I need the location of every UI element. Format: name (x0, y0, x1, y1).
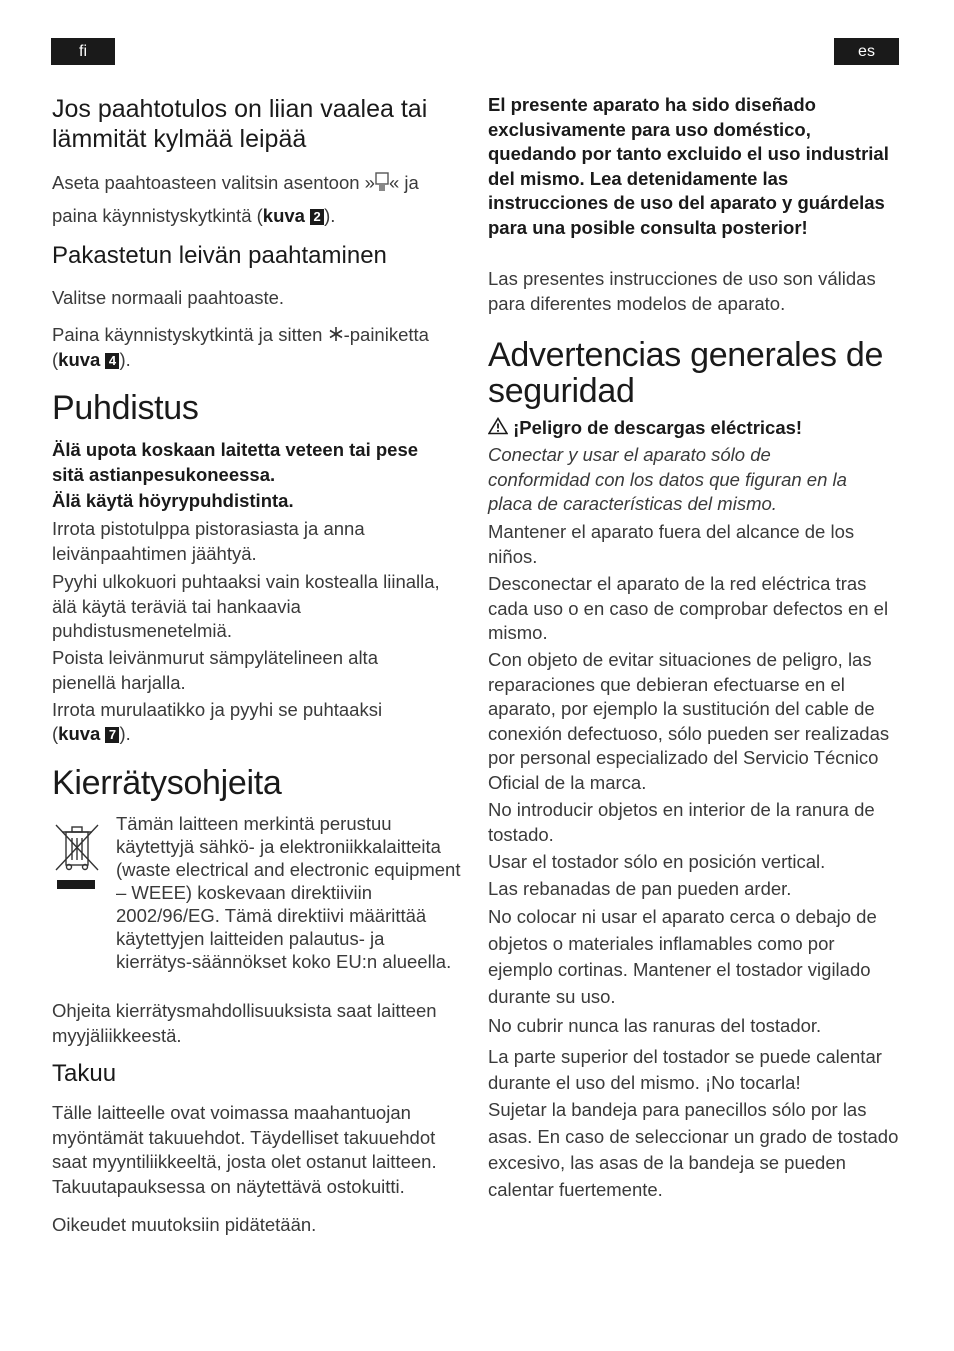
safety-text-3: Con objeto de evitar situaciones de peligro, las reparaciones que debieran efectuarse en el aparato, por ejemplo la sustitución del cable de conexión defectuoso, sólo pueden ser realizadas por personal especializado del Servicio Técnico Oficial de la marca. (488, 649, 890, 793)
figure-number: 2 (310, 209, 324, 225)
safety-text-6: Las rebanadas de pan pueden arder. (488, 878, 792, 899)
rights-reserved: Oikeudet muutoksiin pidätetään. (52, 1214, 317, 1235)
recycling-heading: Kierrätysohjeita (52, 764, 282, 802)
language-tab-fi: fi (51, 38, 115, 65)
figure-number: 4 (105, 353, 119, 369)
safety-text-8: No cubrir nunca las ranuras del tostador. (488, 1015, 822, 1036)
warranty-text: Tälle laitteelle ovat voimassa maahantuojan myöntämät takuuehdot. Täydelliset takuuehdot saat myyntiliikkeeltä, josta olet ostanut laitteen. Takuutapauksessa on näytettävä ostokuitti. (52, 1102, 437, 1197)
language-tab-es: es (834, 38, 899, 65)
warranty-heading: Takuu (52, 1060, 117, 1087)
frozen-bread-heading: Pakastetun leivän paahtaminen (52, 242, 387, 269)
cleaning-warning-2: Älä käytä höyrypuhdistinta. (52, 490, 294, 511)
safety-text-5: Usar el tostador sólo en posición vertical. (488, 851, 826, 872)
warning-triangle-icon (488, 417, 508, 442)
intro-bold: El presente aparato ha sido diseñado exclusivamente para uso doméstico, quedando por tanto excluido el uso industrial del mismo. Lea detenidamente las instrucciones de uso del aparato y guárdelas para una posible consulta posterior! (488, 94, 889, 238)
frozen-text-2: Paina käynnistyskytkintä ja sitten -painiketta (52, 323, 464, 348)
cleaning-text-1: Irrota pistotulppa pistorasiasta ja anna leivänpaahtimen jäähtyä. (52, 518, 365, 564)
safety-text-9: La parte superior del tostador se puede calentar durante el uso del mismo. ¡No tocarla! (488, 1046, 882, 1093)
cleaning-text-2: Pyyhi ulkokuori puhtaaksi vain kostealla liinalla, älä käytä teräviä tai hankaavia puhdistusmenetelmiä. (52, 571, 440, 641)
cleaning-text-3: Poista leivänmurut sämpylätelineen alta pienellä harjalla. (52, 647, 378, 693)
safety-text-7: No colocar ni usar el aparato cerca o debajo de objetos o materiales inflamables como por ejemplo cortinas. Mantener el tostador vigilado durante su uso. (488, 906, 877, 1007)
frozen-text-3: (kuva 4 ). (52, 349, 131, 370)
light-toast-text-2: paina käynnistyskytkintä (kuva 2 ). (52, 205, 336, 226)
frozen-text-1: Valitse normaali paahtoaste. (52, 287, 285, 308)
intro-text: Las presentes instrucciones de uso son válidas para diferentes modelos de aparato. (488, 268, 876, 314)
safety-text-1: Mantener el aparato fuera del alcance de los niños. (488, 521, 855, 567)
cleaning-text-4: Irrota murulaatikko ja pyyhi se puhtaaksi (52, 699, 383, 720)
safety-heading: Advertencias generales de seguridad (488, 336, 884, 410)
safety-text-2: Desconectar el aparato de la red eléctrica tras cada uso o en caso de comprobar defectos en el mismo. (488, 573, 889, 643)
snowflake-icon (328, 324, 344, 349)
shock-warning-title: ¡Peligro de descargas eléctricas! (488, 416, 900, 441)
light-toast-text-1: Aseta paahtoasteen valitsin asentoon » « ja (52, 170, 464, 199)
light-toast-heading: Jos paahtotulos on liian vaalea tai lämmität kylmää leipää (52, 95, 428, 153)
safety-text-10: Sujetar la bandeja para panecillos sólo por las asas. En caso de seleccionar un grado de tostado excesivo, las asas de la bandeja se pueden calentar fuertemente. (488, 1099, 899, 1200)
recycling-text: Ohjeita kierrätysmahdollisuuksista saat laitteen myyjäliikkeestä. (52, 1000, 437, 1046)
cleaning-heading: Puhdistus (52, 389, 199, 427)
safety-text-4: No introducir objetos en interior de la ranura de tostado. (488, 799, 875, 845)
safety-italic-note: Conectar y usar el aparato sólo de conformidad con los datos que figuran en la placa de características del mismo. (488, 444, 847, 514)
weee-bin-icon (52, 822, 104, 894)
cleaning-warning-1: Älä upota koskaan laitetta veteen tai pese sitä astianpesukoneessa. (52, 439, 419, 485)
cleaning-text-5: (kuva 7 ). (52, 723, 131, 744)
toast-light-icon (375, 170, 389, 199)
figure-number: 7 (105, 727, 119, 743)
weee-text: Tämän laitteen merkintä perustuu käytettyjä sähkö- ja elektroniikkalaitteita (waste electrical and electronic equipment – WEEE) koskevaan direktiiviin 2002/96/EG. Tämä direktiivi määrittää käytettyjen laitteiden palautus- ja kierrätys-säännökset koko EU:n alueella. (116, 813, 461, 972)
